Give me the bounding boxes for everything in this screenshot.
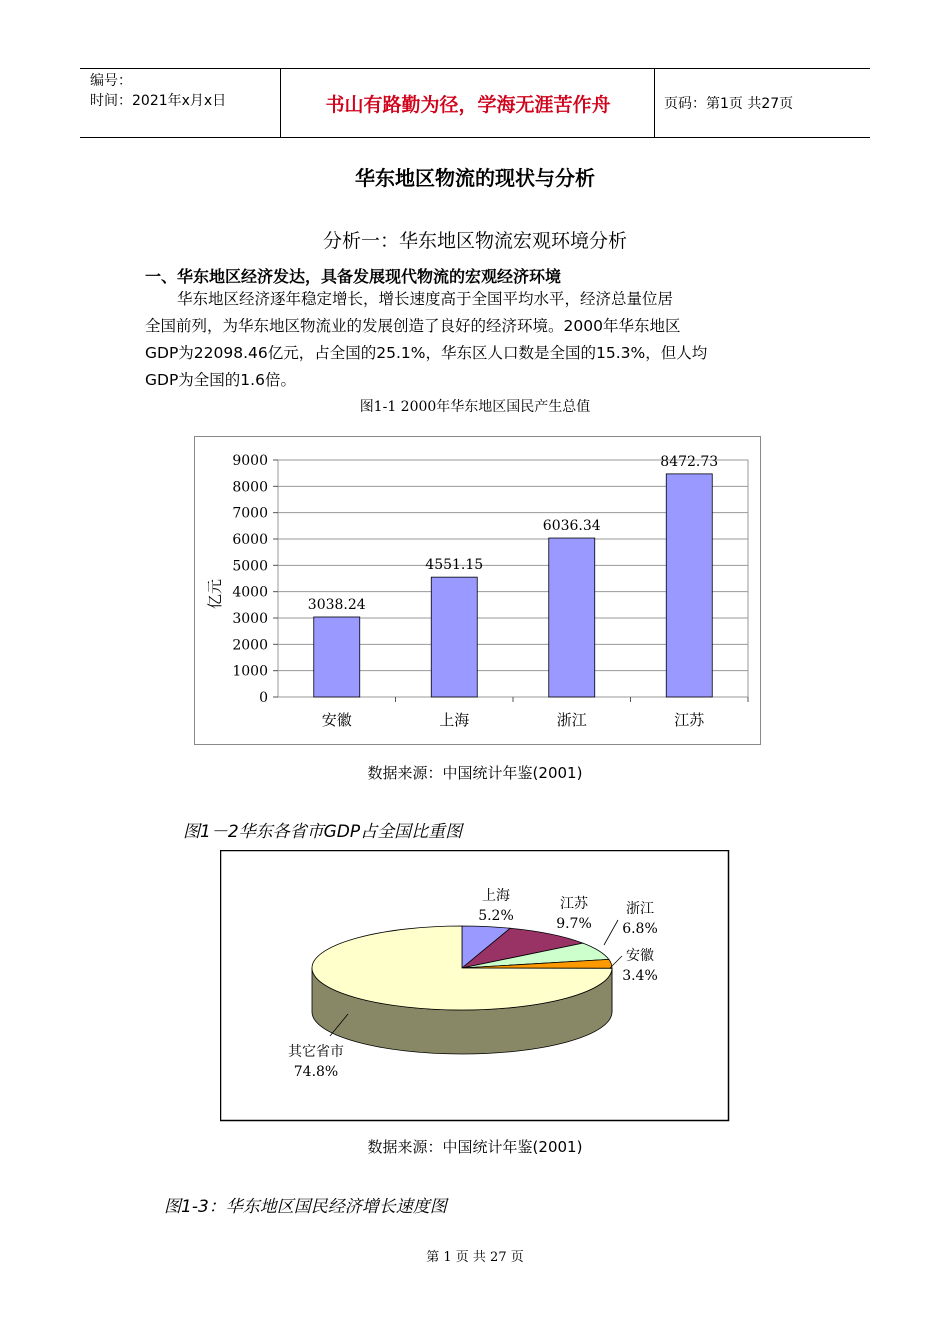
page-footer: 第 1 页 共 27 页	[426, 1250, 524, 1265]
doc-number-label: 编号：	[90, 73, 132, 89]
figure2-source: 数据来源：中国统计年鉴(2001)	[367, 1138, 583, 1156]
y-tick-label: 0	[259, 690, 268, 706]
section-heading: 一、华东地区经济发达，具备发展现代物流的宏观经济环境	[145, 267, 562, 286]
pie-category-label: 江苏	[560, 896, 588, 912]
pie-category-label: 上海	[482, 888, 510, 904]
pie-category-label: 浙江	[626, 901, 654, 917]
y-tick-label: 9000	[232, 453, 268, 469]
header-divider	[280, 69, 281, 137]
bar-4	[666, 474, 712, 697]
x-category-label: 浙江	[556, 711, 587, 729]
pie-category-label: 其它省市	[288, 1044, 344, 1060]
header-divider	[654, 69, 655, 137]
header-page-info: 页码：第1页 共27页	[664, 96, 794, 112]
figure3-caption: 图1-3：华东地区国民经济增长速度图	[164, 1197, 447, 1217]
bar-value-label: 8472.73	[660, 453, 719, 470]
y-tick-label: 7000	[232, 505, 268, 522]
figure2-caption: 图1－2华东各省市GDP占全国比重图	[183, 822, 463, 842]
y-tick-label: 8000	[232, 479, 268, 496]
bar-2	[431, 577, 477, 697]
x-category-label: 上海	[439, 711, 470, 729]
paragraph-line: GDP为全国的1.6倍。	[145, 371, 296, 389]
bar-value-label: 4551.15	[425, 557, 484, 574]
pie-value-label: 3.4%	[622, 968, 658, 984]
pie-value-label: 5.2%	[478, 908, 514, 924]
paragraph-line: 全国前列，为华东地区物流业的发展创造了良好的经济环境。2000年华东地区	[145, 317, 681, 335]
header-table	[80, 68, 870, 138]
pie-value-label: 74.8%	[293, 1064, 339, 1080]
body-paragraph	[145, 286, 815, 394]
x-category-label: 江苏	[674, 711, 705, 729]
figure1-caption: 图1-1 2000年华东地区国民产生总值	[359, 399, 591, 415]
x-category-label: 安徽	[321, 711, 352, 729]
bar-value-label: 6036.34	[542, 518, 601, 535]
figure1-source: 数据来源：中国统计年鉴(2001)	[367, 764, 583, 782]
y-tick-label: 1000	[232, 663, 268, 680]
y-tick-label: 3000	[232, 611, 268, 627]
pie-value-label: 6.8%	[622, 921, 658, 937]
y-tick-label: 4000	[232, 584, 268, 601]
doc-time-label: 时间：2021年x月x日	[90, 93, 227, 109]
pie-chart	[220, 850, 730, 1122]
header-meta	[90, 71, 226, 111]
pie-value-label: 9.7%	[556, 916, 592, 932]
bar-chart-ylabel: 亿元	[206, 578, 224, 610]
bar-value-label: 3038.24	[307, 596, 366, 613]
bar-chart	[194, 436, 761, 746]
paragraph-line: GDP为22098.46亿元，占全国的25.1%，华东区人口数是全国的15.3%，但人均	[145, 344, 708, 362]
y-tick-label: 5000	[232, 558, 268, 575]
paragraph-line: 华东地区经济逐年稳定增长，增长速度高于全国平均水平，经济总量位居	[177, 290, 674, 308]
page-title: 华东地区物流的现状与分析	[355, 166, 595, 190]
header-motto: 书山有路勤为径，学海无涯苦作舟	[325, 93, 611, 116]
y-tick-label: 6000	[232, 532, 268, 548]
section-subtitle: 分析一：华东地区物流宏观环境分析	[322, 230, 627, 252]
bar-1	[314, 617, 360, 697]
pie-category-label: 安徽	[626, 948, 654, 964]
y-tick-label: 2000	[232, 637, 268, 654]
bar-3	[549, 538, 595, 697]
